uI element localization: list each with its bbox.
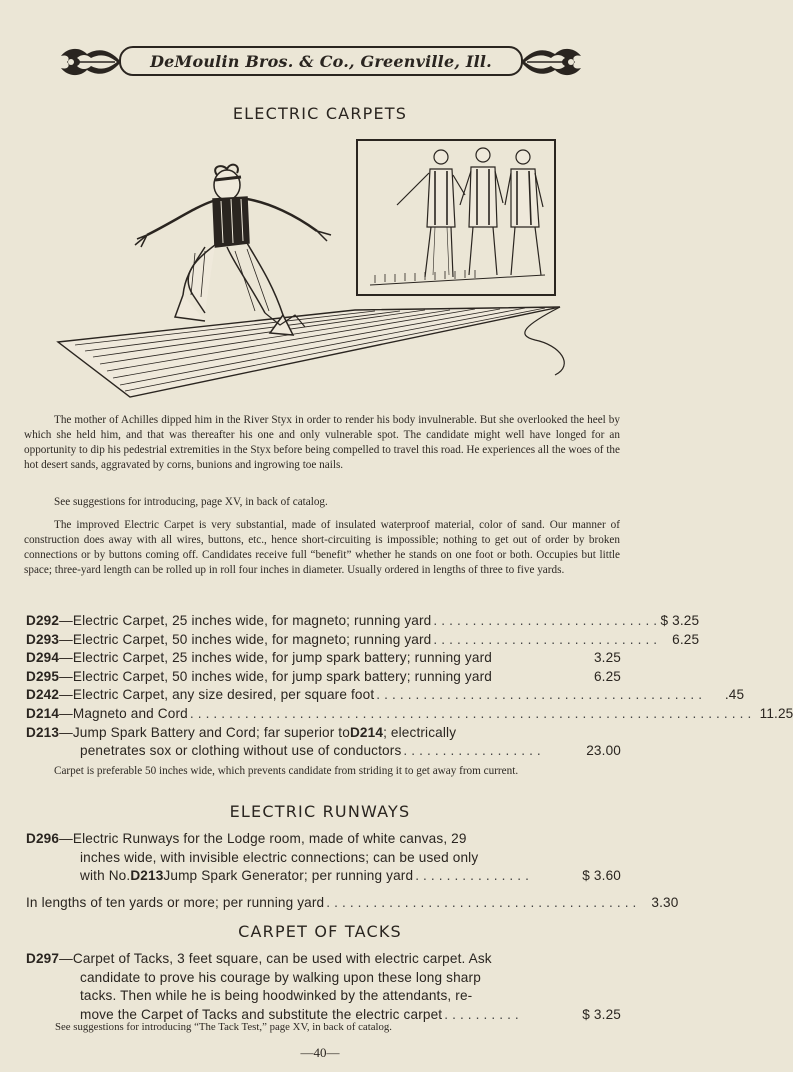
- item-price: 6.25: [672, 631, 700, 647]
- carpet-width-note: Carpet is preferable 50 inches wide, which prevents candidate from striding it to get away from current.: [54, 765, 519, 777]
- item-description-line2: candidate to prove his courage by walking upon these long sharp: [80, 969, 481, 985]
- item-reference: D213: [130, 868, 164, 884]
- list-item: D292 —Electric Carpet, 25 inches wide, for magneto; running yard . . . . . . . . . . . . . . . . . . . . . . . . . . . . . $ 3.25: [26, 612, 621, 631]
- item-description: —Electric Carpet, 25 inches wide, for magneto; running yard: [59, 613, 432, 628]
- list-item: D214 —Magneto and Cord . . . . . . . . . . . . . . . . . . . . . . . . . . . . . . . . . . . . . . . . . . . . . . . . . . . . . . . . . . . . . . . . . . . . . . . . 11.25: [26, 705, 621, 724]
- item-description-line3-pre: with No.: [80, 868, 131, 884]
- item-code: D214: [26, 705, 60, 721]
- page-number: —40—: [300, 1045, 340, 1060]
- item-price: .45: [724, 687, 745, 703]
- item-description: —Electric Carpet, 25 inches wide, for jump spark battery; running yard: [59, 650, 492, 666]
- item-description: —Electric Carpet, 50 inches wide, for jump spark battery; running yard: [59, 668, 492, 684]
- section-title-electric-carpets: ELECTRIC CARPETS: [232, 104, 408, 123]
- item-description: In lengths of ten yards or more; per running yard: [26, 894, 325, 910]
- item-code: D295: [26, 668, 60, 684]
- banner-title: DeMoulin Bros. & Co., Greenville, Ill.: [119, 46, 523, 76]
- item-description: —Magneto and Cord: [59, 705, 188, 721]
- list-item: [26, 668, 621, 687]
- item-description: —Electric Carpet, any size desired, per square foot: [59, 687, 375, 703]
- item-description-line1: —Jump Spark Battery and Cord; far superior to: [59, 724, 350, 740]
- item-description-line1: —Electric Runways for the Lodge room, made of white canvas, 29: [59, 831, 467, 846]
- electric-carpet-illustration: [55, 135, 585, 405]
- ornament-left-icon: [57, 42, 125, 82]
- carpet-drawing: [58, 307, 564, 397]
- inset-panel-drawing: [357, 140, 555, 295]
- list-item: D296 —Electric Runways for the Lodge room, made of white canvas, 29 inches wide, with invisible electric connections; can be used only with No. D213 Jump Spark Generator; per running yard . . . . . . . . . . . . . . . $ 3.60: [26, 830, 621, 886]
- runways-price-list: [26, 830, 679, 912]
- list-item: D213 —Jump Spark Battery and Cord; far superior to D214 ; electrically penetrates sox or clothing without use of conductors . . . . . . . . . . . . . . . . . . 23.00: [26, 724, 621, 761]
- item-code: D297: [26, 951, 60, 966]
- item-price: 3.30: [651, 894, 679, 910]
- intro-paragraph: The mother of Achilles dipped him in the River Styx in order to render his body invulnerable. But she overlooked the heel by which she held him, and that was thereafter his one and only vulnerable spot. The candidate might well have longed for an opportunity to dip his pedestrial extremities in the Styx before being compelled to travel this road. He experiences all the woes of the hot desert sands, aggravated by corns, bunions and ingrowing toe nails.: [24, 414, 620, 471]
- item-code: D296: [26, 831, 60, 846]
- item-price: $ 3.60: [582, 868, 621, 884]
- item-code: D213: [26, 724, 60, 740]
- list-item: In lengths of ten yards or more; per running yard . . . . . . . . . . . . . . . . . . . . . . . . . . . . . . . . . . . . . . . . 3.30: [26, 894, 621, 913]
- item-description: —Electric Carpet, 50 inches wide, for magneto; running yard: [59, 631, 432, 647]
- item-description-line1: —Carpet of Tacks, 3 feet square, can be used with electric carpet. Ask: [59, 951, 492, 966]
- item-price: 23.00: [586, 743, 621, 759]
- list-item: [26, 649, 621, 668]
- section-title-carpet-of-tacks: CARPET OF TACKS: [238, 922, 402, 941]
- tacks-price-list: [26, 950, 621, 1024]
- item-description-line3: tacks. Then while he is being hoodwinked by the attendants, re-: [80, 988, 473, 1004]
- item-price: 3.25: [593, 650, 621, 666]
- item-price: $ 3.25: [582, 1006, 621, 1022]
- item-description-line1-end: ; electrically: [383, 724, 457, 740]
- item-reference: D214: [349, 724, 384, 740]
- item-code: D242: [26, 687, 60, 703]
- item-description-line2: penetrates sox or clothing without use of conductors: [80, 743, 402, 759]
- header-banner: [57, 42, 585, 82]
- item-price: 6.25: [593, 668, 621, 684]
- section-title-electric-runways: ELECTRIC RUNWAYS: [229, 802, 411, 821]
- item-description-line2: inches wide, with invisible electric connections; can be used only: [80, 849, 479, 865]
- item-price: 11.25: [759, 705, 793, 721]
- item-description-line3-post: Jump Spark Generator; per running yard: [163, 868, 414, 884]
- electric-carpet-price-list: [26, 612, 793, 761]
- item-code: D293: [26, 631, 60, 647]
- suggestions-note: See suggestions for introducing, page XV, in back of catalog.: [54, 496, 328, 508]
- list-item: D293 —Electric Carpet, 50 inches wide, for magneto; running yard . . . . . . . . . . . . . . . . . . . . . . . . . . . . . 6.25: [26, 631, 621, 650]
- item-code: D294: [26, 650, 60, 666]
- description-paragraph: The improved Electric Carpet is very substantial, made of insulated waterproof material, color of sand. Our manner of construction does away with all wires, buttons, etc., hence short-circuiting is impossible; nothing to get out of order by broken connections or by buttons coming off. Candidates receive full “benefit” whether he stands on one foot or both. Occupies but little space; three-yard length can be rolled up in roll four inches in diameter. Usually ordered in lengths of three to five yards.: [24, 519, 620, 576]
- item-description-line4: move the Carpet of Tacks and substitute the electric carpet: [80, 1006, 443, 1022]
- list-item: D297 —Carpet of Tacks, 3 feet square, can be used with electric carpet. Ask candidate to prove his courage by walking upon these long sharp tacks. Then while he is being hoodwinked by the attendants, re- move the Carpet of Tacks and substitute the electric carpet . . . . . . . . . . $ 3.25: [26, 950, 621, 1024]
- item-price: $ 3.25: [660, 613, 700, 628]
- jumping-man-drawing: [135, 165, 331, 335]
- ornament-right-icon: [517, 42, 585, 82]
- tack-test-note: See suggestions for introducing “The Tack Test,” page XV, in back of catalog.: [55, 1021, 393, 1033]
- item-code: D292: [26, 613, 60, 628]
- list-item: D242 —Electric Carpet, any size desired, per square foot . . . . . . . . . . . . . . . . . . . . . . . . . . . . . . . . . . . . . . . . . . .45: [26, 686, 621, 705]
